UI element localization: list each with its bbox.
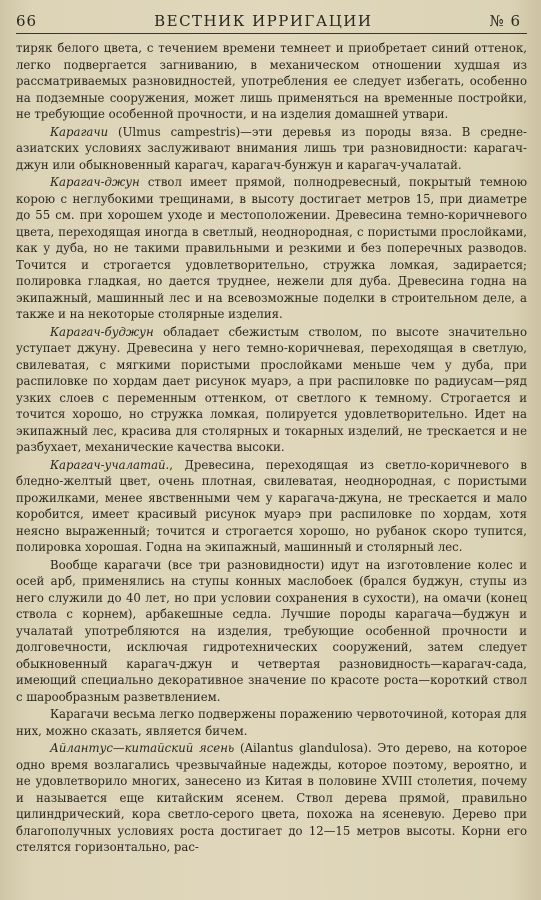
paragraph-text: ствол имеет прямой, полнодревесный, покрытый темною корою с неглубокими трещинами, в высоту достигает метров 15, при диаметре до 55 см. при хорошем уходе и местоположении. Древесина темно-коричневого цвета, переходящая иногда в светлый, неоднородная, с пористыми прослойками, как у дуба, но не такими правильными и резкими и без поперечных разводов. Точится и строгается удовлетворительно, стружка ломкая, задирается; полировка гладкая, но дается труднее, нежели для дуба. Древесина годна на экипажный, машинный лес и на всевозможные поделки в строительном деле, а также и на некоторые столярные изделия. bbox=[16, 175, 527, 321]
article-body bbox=[16, 40, 527, 856]
paragraph-term: Карагач-учалатай. bbox=[50, 457, 170, 472]
paragraph-text: тиряк белого цвета, с течением времени темнеет и приобретает синий оттенок, легко подвергается загниванию, в механическом отношении худшая из рассматриваемых разновидностей, употребления ее следует избегать, особенно на подземные сооружения, может лишь применяться на временные постройки, не требующие особенной прочности, и на изделия домашней утвари. bbox=[16, 41, 527, 121]
paragraph-term: Карагач-буджун bbox=[50, 324, 154, 339]
paragraph-5 bbox=[16, 457, 527, 556]
paragraph-text: Вообще карагачи (все три разновидности) идут на изготовление колес и осей арб, применялись на ступы конных маслобоек (брался буджун, ступы из него служили до 40 лет, но при условии сохранения в сухости), на омачи (конец ствола с корнем), арбакешные седла. Лучшие породы карагача—буджун и учалатай употребляются на изделия, требующие особенной прочности и долговечности, исключая гидротехнических сооружений, затем следует обыкновенный карагач-джун и четвертая разновидность—карагач-сада, имеющий специально декоративное значение по красоте роста—короткий ствол с шарообразным разветвлением. bbox=[16, 557, 527, 704]
paragraph-8 bbox=[16, 740, 527, 856]
issue-number: № 6 bbox=[489, 12, 521, 30]
paragraph-text: , Древесина, переходящая из светло-коричневого в бледно-желтый цвет, очень плотная, свилеватая, неоднородная, с пористыми прожилками, менее явственными чем у карагача-джуна, не трескается и мало коробится, имеет красивый рисунок муарэ при распиловке по хордам, хотя неясно выраженный; точится и строгается хорошо, но рубанок скоро тупится, полировка хорошая. Годна на экипажный, машинный и столярный лес. bbox=[16, 457, 527, 554]
paragraph-term: Айлантус—китайский ясень bbox=[50, 741, 235, 755]
paragraph-7 bbox=[16, 706, 527, 739]
paragraph-term: Карагачи bbox=[50, 124, 109, 139]
paragraph-2 bbox=[16, 124, 527, 174]
paragraph-6 bbox=[16, 557, 527, 706]
paragraph-4 bbox=[16, 324, 527, 456]
paragraph-text: обладает сбежистым стволом, по высоте значительно уступает джуну. Древесина у него темно-коричневая, переходящая в светлую, свилеватая, с мягкими пористыми прослойками меньше чем у дуба, при распиловке по хордам дает рисунок муарэ, а при распиловке по радиусам—ряд узких слоев с переменным оттенком, от светлого к темному. Строгается и точится хорошо, но стружка ломкая, полируется удовлетворительно. Идет на экипажный лес, красива для столярных и токарных изделий, не трескается и не разбухает, механические качества высоки. bbox=[16, 324, 527, 454]
paragraph-text: (Ulmus campestris)—эти деревья из породы вяза. В средне-азиатских условиях заслуживают внимания лишь три разновидности: карагач-джун или обыкновенный карагач, карагач-бунжун и карагач-учалатай. bbox=[16, 124, 527, 172]
page-number: 66 bbox=[16, 12, 38, 30]
paragraph-1 bbox=[16, 40, 527, 123]
paragraph-3 bbox=[16, 174, 527, 323]
journal-title: ВЕСТНИК ИРРИГАЦИИ bbox=[154, 12, 373, 30]
paragraph-term: Карагач-джун bbox=[50, 175, 140, 189]
header-rule bbox=[16, 33, 527, 34]
paragraph-text: Карагачи весьма легко подвержены поражению червоточиной, которая для них, можно сказать, является бичем. bbox=[16, 707, 527, 738]
page-header bbox=[16, 12, 527, 30]
paragraph-text: (Ailantus glandulosa). Это дерево, на которое одно время возлагались чрезвычайные надежды, которое поэтому, вероятно, и не удовлетворило многих, занесено из Китая в половине XVIII столетия, почему и называется еще китайским ясенем. Ствол дерева прямой, правильно цилиндрический, кора светло-серого цвета, похожа на ясеневую. Дерево при благополучных условиях роста достигает до 12—15 метров высоты. Корни его стелятся горизонтально, рас- bbox=[16, 741, 527, 854]
